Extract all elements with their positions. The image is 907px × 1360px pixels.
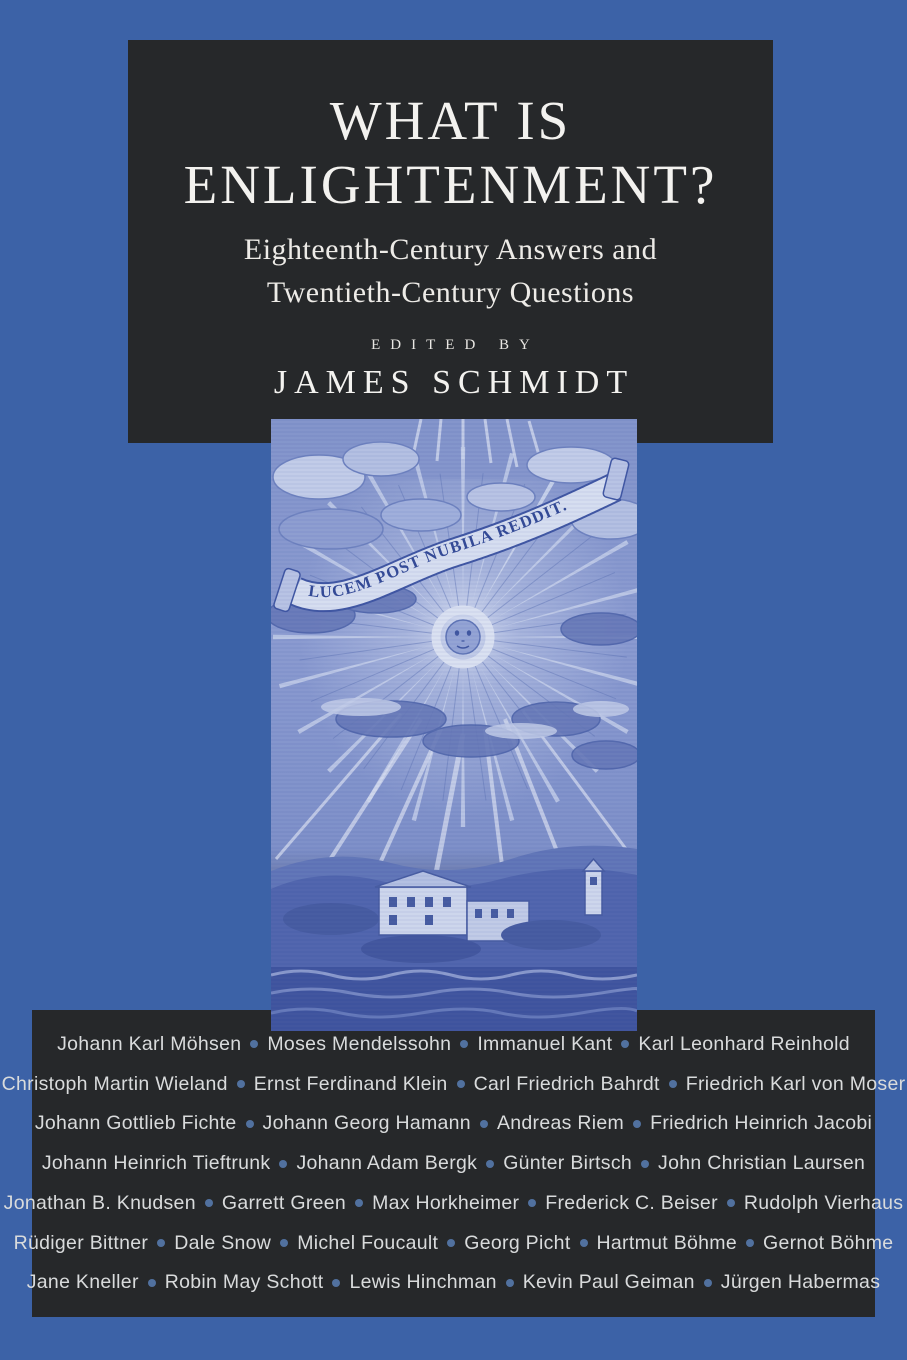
bullet-separator-icon — [506, 1279, 514, 1287]
bullet-separator-icon — [280, 1239, 288, 1247]
book-subtitle-line2: Twentieth-Century Questions — [266, 276, 635, 309]
contributor-name: Andreas Riem — [496, 1112, 625, 1135]
contributor-name: Karl Leonhard Reinhold — [638, 1032, 850, 1055]
contributor-name: Friedrich Karl von Moser — [685, 1072, 906, 1095]
bullet-separator-icon — [148, 1279, 156, 1287]
contributor-line — [26, 1271, 881, 1294]
bullet-separator-icon — [237, 1080, 245, 1088]
contributor-name: Johann Adam Bergk — [296, 1152, 478, 1174]
contributor-name: Jonathan B. Knudsen — [3, 1191, 196, 1214]
bullet-separator-icon — [447, 1239, 455, 1247]
contributor-line — [32, 1152, 875, 1175]
contributor-name: Jane Kneller — [26, 1271, 139, 1294]
bullet-separator-icon — [621, 1040, 629, 1048]
contributor-name: Carl Friedrich Bahrdt — [473, 1072, 660, 1095]
contributor-name: Immanuel Kant — [477, 1032, 613, 1055]
book-title-line1: WHAT IS — [329, 90, 572, 151]
book-title-line2: ENLIGHTENMENT? — [183, 154, 718, 215]
book-title — [128, 89, 773, 217]
bullet-separator-icon — [355, 1199, 363, 1207]
contributor-name: Ernst Ferdinand Klein — [253, 1072, 448, 1095]
contributor-name: Frederick C. Beiser — [545, 1191, 718, 1214]
contributor-line — [32, 1033, 875, 1056]
bullet-separator-icon — [727, 1199, 735, 1207]
contributor-name: John Christian Laursen — [658, 1152, 866, 1174]
bullet-separator-icon — [332, 1279, 340, 1287]
contributor-name: Gernot Böhme — [762, 1231, 894, 1254]
contributor-name: Georg Picht — [464, 1231, 571, 1254]
contributor-name: Max Horkheimer — [372, 1191, 520, 1214]
bullet-separator-icon — [157, 1239, 165, 1247]
bullet-separator-icon — [746, 1239, 754, 1247]
bullet-separator-icon — [250, 1040, 258, 1048]
contributor-name: Rüdiger Bittner — [13, 1231, 149, 1254]
book-subtitle — [128, 228, 773, 314]
contributor-line — [32, 1112, 875, 1135]
contributor-name: Michel Foucault — [297, 1231, 439, 1254]
contributor-name: Johann Heinrich Tieftrunk — [41, 1152, 271, 1174]
bullet-separator-icon — [480, 1120, 488, 1128]
bullet-separator-icon — [641, 1160, 649, 1168]
edited-by-label: EDITED BY — [371, 337, 540, 353]
contributor-name: Robin May Schott — [164, 1271, 324, 1294]
contributor-name: Rudolph Vierhaus — [743, 1191, 904, 1214]
contributor-line — [3, 1191, 904, 1215]
bullet-separator-icon — [460, 1040, 468, 1048]
bullet-separator-icon — [486, 1160, 494, 1168]
bullet-separator-icon — [279, 1160, 287, 1168]
bullet-separator-icon — [457, 1080, 465, 1088]
contributor-name: Johann Georg Hamann — [262, 1112, 471, 1135]
contributor-name: Garrett Green — [221, 1191, 347, 1214]
contributor-name: Hartmut Böhme — [596, 1231, 737, 1254]
title-panel — [128, 40, 773, 443]
bullet-separator-icon — [633, 1120, 641, 1128]
contributor-name: Johann Karl Möhsen — [57, 1032, 242, 1055]
bullet-separator-icon — [528, 1199, 536, 1207]
bullet-separator-icon — [246, 1120, 254, 1128]
contributor-name: Dale Snow — [174, 1231, 272, 1254]
contributor-line — [1, 1072, 906, 1096]
contributor-name: Moses Mendelssohn — [267, 1032, 452, 1055]
contributor-name: Johann Gottlieb Fichte — [34, 1112, 237, 1135]
book-subtitle-line1: Eighteenth-Century Answers and — [243, 233, 658, 266]
contributor-name: Lewis Hinchman — [349, 1271, 497, 1294]
contributor-name: Friedrich Heinrich Jacobi — [650, 1112, 873, 1135]
bullet-separator-icon — [580, 1239, 588, 1247]
bullet-separator-icon — [205, 1199, 213, 1207]
contributor-name: Jürgen Habermas — [720, 1271, 881, 1294]
bullet-separator-icon — [704, 1279, 712, 1287]
contributor-line — [13, 1231, 894, 1255]
contributor-name: Kevin Paul Geiman — [522, 1271, 695, 1294]
sun-engraving-image — [271, 419, 637, 1031]
bullet-separator-icon — [669, 1080, 677, 1088]
contributor-name: Günter Birtsch — [503, 1152, 633, 1174]
contributors-panel — [1, 1010, 906, 1317]
contributor-name: Christoph Martin Wieland — [1, 1072, 228, 1095]
sun-engraving-svg — [271, 419, 637, 1031]
editor-name: JAMES SCHMIDT — [273, 364, 635, 401]
